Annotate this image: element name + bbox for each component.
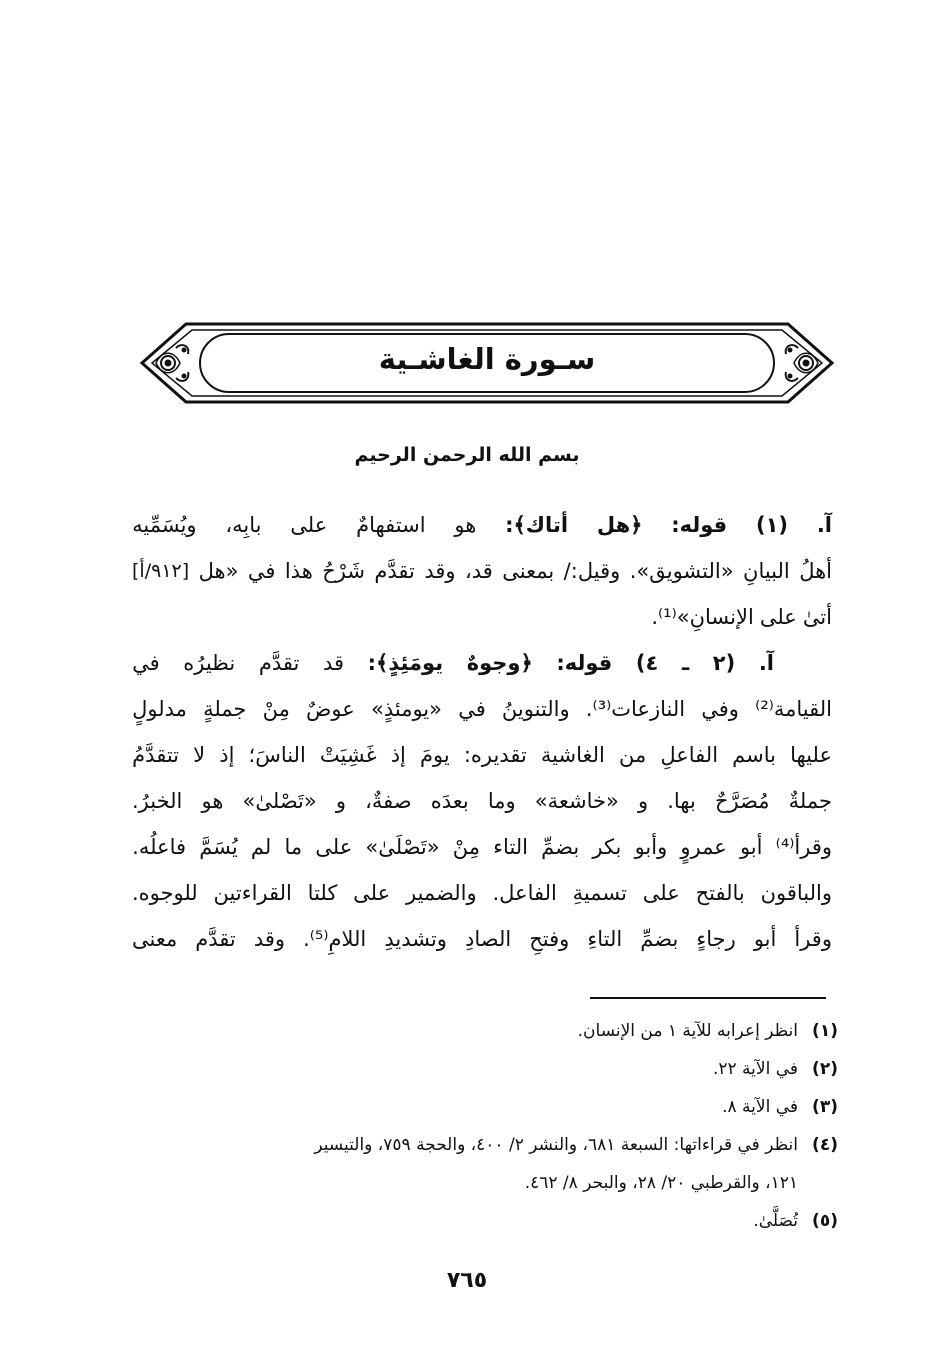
word: في	[132, 651, 160, 675]
word: عمروٍ	[680, 835, 727, 859]
word: لا	[193, 743, 206, 767]
word: بمعنى	[502, 559, 555, 583]
word: النازعات⁽³⁾.	[585, 697, 686, 721]
surah-title: سـورة الغاشـية	[378, 342, 596, 376]
footnote-text: تُصَلَّىٰ.	[753, 1211, 798, 1231]
word: استفهامٌ	[356, 513, 426, 537]
word: فاعلُه.	[132, 835, 187, 859]
word: وقرأ⁽⁴⁾	[775, 835, 832, 859]
word: على	[642, 881, 680, 905]
word: قد،	[464, 559, 493, 583]
word: وتشديدِ	[384, 927, 447, 951]
word: على	[353, 881, 391, 905]
verse-number: (٢	[712, 651, 736, 675]
word: الناسَ؛	[248, 743, 306, 767]
word: على	[759, 605, 797, 629]
word: ما	[284, 835, 303, 859]
word: هو	[454, 513, 477, 537]
word: صفةٌ،	[365, 789, 412, 813]
word: يومَ	[420, 743, 450, 767]
quran-quote: أتاك﴾:	[505, 513, 569, 537]
word: وقيل:/	[563, 559, 621, 583]
word: كلتا	[307, 881, 338, 905]
footnote-number: (٥)	[812, 1211, 838, 1231]
word: جملةٌ	[788, 789, 832, 813]
word: وفي	[701, 697, 739, 721]
footnote-3	[132, 1088, 838, 1126]
word: تتقدَّمُ	[132, 743, 180, 767]
word: تقدَّم	[195, 927, 236, 951]
word: يُسَمَّ	[199, 835, 238, 859]
word: شَرْحُ	[322, 559, 365, 583]
footnote-number: (٤)	[812, 1135, 838, 1155]
footnote-4-continued	[132, 1164, 838, 1202]
word: من	[619, 743, 647, 767]
word: لم	[250, 835, 272, 859]
word: تقدَّم	[374, 559, 415, 583]
word: مدلولٍ	[132, 697, 187, 721]
word: في	[458, 697, 486, 721]
word: مِنْ	[262, 697, 290, 721]
verse-ref: آ.	[758, 651, 774, 675]
page-number: ٧٦٥	[446, 1268, 488, 1293]
text-line-4	[132, 640, 832, 686]
word: القراءتين	[213, 881, 292, 905]
word: اللامِ⁽⁵⁾.	[303, 927, 367, 951]
word: تسميةِ	[572, 881, 627, 905]
text-line-8	[132, 824, 832, 870]
word: والتنوينُ	[501, 697, 570, 721]
word: الخبرُ.	[132, 789, 183, 813]
footnote-number: (٣)	[812, 1097, 838, 1117]
word: عليها	[790, 743, 832, 767]
main-text	[132, 502, 832, 962]
text-line-7	[132, 778, 832, 824]
word: «هل	[198, 559, 239, 583]
text-line-5	[132, 686, 832, 732]
word: وما	[487, 789, 516, 813]
word: إذ	[219, 743, 235, 767]
word: «خاشعة»	[534, 789, 619, 813]
word: التاءِ	[587, 927, 623, 951]
word: القيامة⁽²⁾	[755, 697, 832, 721]
word: تقديره:	[463, 743, 527, 767]
word: رجاءٍ	[696, 927, 736, 951]
verse-number: ٤)	[635, 651, 659, 675]
quran-quote: ﴿هل	[596, 513, 643, 537]
word: بعدَه	[430, 789, 469, 813]
quran-quote: ﴿وجوهٌ	[466, 651, 533, 675]
word: ويُسَمِّيه	[132, 513, 197, 537]
word: وقد	[424, 559, 456, 583]
word: على	[290, 513, 328, 537]
footnote-text: انظر إعرابه للآية ١ من الإنسان.	[577, 1021, 798, 1041]
quran-quote: يومَئِذٍ﴾:	[367, 651, 444, 675]
footnote-text: في الآية ٢٢.	[712, 1059, 798, 1079]
word: في	[247, 559, 276, 583]
word: على	[315, 835, 353, 859]
footnote-4	[132, 1126, 838, 1164]
word: بكر	[592, 835, 622, 859]
word: وقد	[253, 927, 286, 951]
word: «يومئذٍ»	[371, 697, 442, 721]
word: مِنْ	[452, 835, 481, 859]
word: تقدَّم	[258, 651, 300, 675]
word: مُصَرَّحٌ	[714, 789, 770, 813]
word: بالفتح	[695, 881, 745, 905]
word: معنى	[132, 927, 178, 951]
word: أبو	[753, 927, 777, 951]
footnote-text: في الآية ٨.	[722, 1097, 798, 1117]
word: الإنسانِ»⁽¹⁾.	[651, 605, 754, 629]
verse-ref: آ.	[816, 513, 832, 537]
word: إذ	[390, 743, 406, 767]
word: بها.	[667, 789, 696, 813]
word: قوله:	[556, 651, 613, 675]
word: جملةٍ	[203, 697, 247, 721]
text-line-10	[132, 916, 832, 962]
word: باسم	[732, 743, 776, 767]
text-line-3	[132, 594, 832, 640]
footnote-2	[132, 1050, 838, 1088]
word: الصادِ	[465, 927, 512, 951]
text-line-9	[132, 870, 832, 916]
text-line-2	[132, 548, 832, 594]
footnote-number	[798, 1164, 838, 1202]
word: الفاعل.	[492, 881, 557, 905]
word: أتىٰ	[802, 605, 832, 629]
word: «تَصْلَىٰ»	[365, 835, 440, 859]
word: الفاعلِ	[660, 743, 719, 767]
surah-title-banner	[138, 320, 836, 406]
word: و	[637, 789, 649, 813]
word: «التشويق».	[629, 559, 734, 583]
word: قد	[322, 651, 345, 675]
word: بضمِّ	[640, 927, 679, 951]
footnote-divider	[590, 997, 826, 999]
word: «تَصْلىٰ»	[242, 789, 317, 813]
word: التاء	[493, 835, 529, 859]
verse-number: (١)	[755, 513, 789, 537]
word: للوجوه.	[132, 881, 198, 905]
manuscript-folio-ref: [٩١٢/أ]	[132, 560, 190, 582]
word: وقرأ	[794, 927, 832, 951]
verse-number: ـ	[681, 651, 690, 675]
word: و	[335, 789, 347, 813]
word: وأبو	[634, 835, 668, 859]
footnotes	[132, 1012, 838, 1240]
word: بابِه،	[225, 513, 262, 537]
footnote-number: (١)	[812, 1021, 838, 1041]
word: عوضٌ	[306, 697, 355, 721]
footnote-5	[132, 1202, 838, 1240]
footnote-1	[132, 1012, 838, 1050]
word: البيانِ	[743, 559, 790, 583]
word: هذا	[284, 559, 313, 583]
text-line-1	[132, 502, 832, 548]
word: وفتحِ	[529, 927, 570, 951]
word: أهلُ	[799, 559, 832, 583]
basmala: بسم الله الرحمن الرحيم	[354, 444, 580, 466]
word: والباقون	[760, 881, 832, 905]
footnote-number: (٢)	[812, 1059, 838, 1079]
word: أبو	[739, 835, 763, 859]
footnote-text: انظر في قراءاتها: السبعة ٦٨١، والنشر ٢/ ٤٠٠، والحجة ٧٥٩، والتيسير	[314, 1135, 798, 1155]
word: قوله:	[671, 513, 728, 537]
word: نظيرُه	[183, 651, 236, 675]
word: والضمير	[405, 881, 477, 905]
footnote-text: ١٢١، والقرطبي ٢٠/ ٢٨، والبحر ٨/ ٤٦٢.	[524, 1173, 798, 1193]
word: غَشِيَتْ	[319, 743, 377, 767]
word: الغاشية	[540, 743, 605, 767]
word: بضمِّ	[541, 835, 580, 859]
word: هو	[201, 789, 224, 813]
text-line-6	[132, 732, 832, 778]
